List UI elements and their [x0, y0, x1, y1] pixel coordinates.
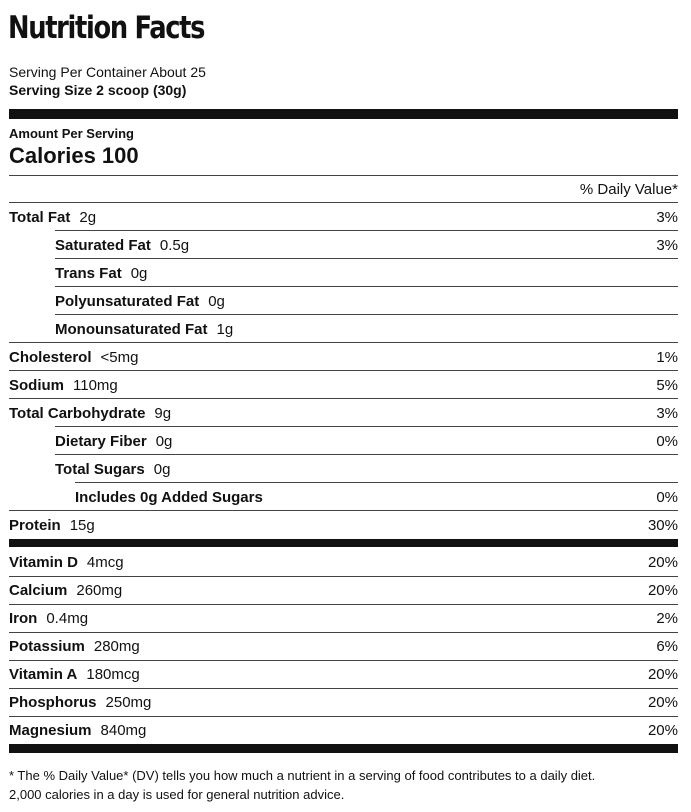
nutrient-daily-value: 1% [656, 348, 678, 366]
nutrient-row-added-sugars [75, 483, 678, 511]
divider [9, 175, 678, 176]
nutrient-row-monounsaturated-fat [55, 315, 678, 343]
nutrient-name: Monounsaturated Fat [55, 320, 208, 338]
vitamin-daily-value: 20% [647, 581, 678, 599]
nutrient-row-protein [9, 511, 678, 539]
nutrient-amount: 1g [216, 320, 234, 338]
daily-value-header: % Daily Value* [579, 181, 678, 198]
vitamin-daily-value: 2% [656, 609, 678, 627]
vitamin-daily-value: 20% [647, 553, 678, 571]
nutrient-name: Sodium [9, 376, 64, 394]
vitamin-amount: 180mcg [86, 665, 140, 683]
nutrient-daily-value: 0% [656, 488, 678, 506]
calories: Calories 100 [9, 143, 139, 168]
vitamin-name: Potassium [9, 637, 85, 655]
nutrient-name: Total Fat [9, 208, 71, 226]
vitamin-daily-value: 20% [647, 693, 678, 711]
nutrient-row-saturated-fat [55, 231, 678, 259]
nutrient-amount: 2g [79, 208, 97, 226]
nutrient-name: Trans Fat [55, 264, 122, 282]
nutrient-name: Total Sugars [55, 460, 145, 478]
vitamin-amount: 840mg [100, 721, 147, 739]
vitamin-row-phosphorus [9, 688, 678, 716]
amount-per-serving: Amount Per Serving [9, 126, 134, 141]
nutrient-daily-value: 3% [656, 208, 678, 226]
vitamin-row-calcium [9, 576, 678, 604]
vitamin-name: Calcium [9, 581, 68, 599]
nutrient-daily-value: 3% [656, 236, 678, 254]
nutrient-amount: 9g [154, 404, 172, 422]
vitamin-amount: 280mg [93, 637, 140, 655]
nutrient-amount: 0g [208, 292, 225, 310]
vitamin-row-vitamin-d [9, 548, 678, 576]
nutrient-row-total-carbohydrate [9, 399, 678, 427]
vitamin-name: Iron [9, 609, 38, 627]
vitamin-amount: 4mcg [86, 553, 124, 571]
nutrient-row-sodium [9, 371, 678, 399]
footnote-line: * The % Daily Value* (DV) tells you how much a nutrient in a serving of food contributes to a daily diet. [9, 768, 596, 783]
vitamin-daily-value: 6% [656, 637, 678, 655]
nutrient-amount: <5mg [100, 348, 139, 366]
vitamin-row-iron [9, 604, 678, 632]
vitamin-row-potassium [9, 632, 678, 660]
thick-divider [9, 109, 678, 119]
nutrient-row-polyunsaturated-fat [55, 287, 678, 315]
thick-divider [9, 539, 678, 547]
nutrient-daily-value: 3% [656, 404, 678, 422]
vitamin-amount: 250mg [105, 693, 152, 711]
vitamin-daily-value: 20% [647, 665, 678, 683]
footnote-line: 2,000 calories in a day is used for general nutrition advice. [9, 787, 345, 802]
nutrient-row-dietary-fiber [55, 427, 678, 455]
nutrient-daily-value: 30% [647, 516, 678, 534]
nutrient-row-total-sugars [55, 455, 678, 483]
vitamin-amount: 260mg [76, 581, 123, 599]
vitamin-name: Phosphorus [9, 693, 97, 711]
vitamin-daily-value: 20% [647, 721, 678, 739]
vitamin-name: Vitamin A [9, 665, 78, 683]
vitamin-row-magnesium [9, 716, 678, 744]
nutrient-amount: 0g [153, 460, 171, 478]
nutrient-amount: 0g [130, 264, 148, 282]
nutrient-row-total-fat [9, 203, 678, 231]
nutrient-amount: 110mg [73, 376, 118, 394]
nutrient-amount: 15g [69, 516, 95, 534]
thick-divider [9, 744, 678, 753]
nutrient-row-trans-fat [55, 259, 678, 287]
nutrient-daily-value: 5% [656, 376, 678, 394]
nutrient-name: Dietary Fiber [55, 432, 147, 450]
serving-size: Serving Size 2 scoop (30g) [9, 82, 187, 98]
label-title: Nutrition Facts [8, 10, 205, 46]
nutrient-name: Includes 0g Added Sugars [75, 488, 263, 506]
nutrient-name: Polyunsaturated Fat [55, 292, 200, 310]
vitamin-name: Magnesium [9, 721, 92, 739]
vitamin-row-vitamin-a [9, 660, 678, 688]
vitamin-name: Vitamin D [9, 553, 78, 571]
nutrient-amount: 0g [155, 432, 173, 450]
nutrient-name: Saturated Fat [55, 236, 151, 254]
nutrient-row-cholesterol [9, 343, 678, 371]
nutrient-name: Total Carbohydrate [9, 404, 146, 422]
nutrient-amount: 0.5g [159, 236, 190, 254]
nutrient-daily-value: 0% [656, 432, 678, 450]
daily-value-footnote [9, 766, 681, 804]
serving-per-container: Serving Per Container About 25 [9, 64, 206, 80]
nutrient-name: Protein [9, 516, 61, 534]
vitamin-amount: 0.4mg [46, 609, 89, 627]
nutrient-name: Cholesterol [9, 348, 92, 366]
